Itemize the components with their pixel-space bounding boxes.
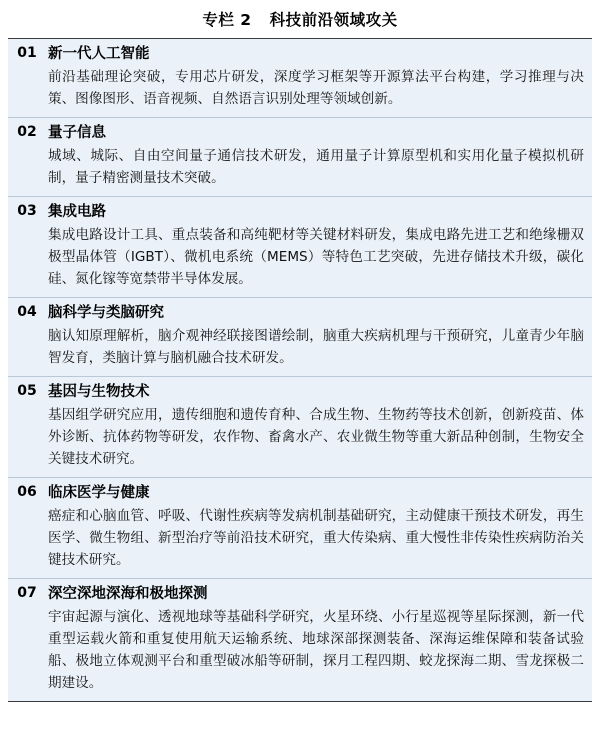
- page-title: [8, 6, 592, 38]
- item-description: 前沿基础理论突破，专用芯片研发，深度学习框架等开源算法平台构建，学习推理与决策、图像图形、语音视频、自然语言识别处理等领域创新。: [48, 69, 584, 108]
- item-description: 脑认知原理解析，脑介观神经联接图谱绘制，脑重大疾病机理与干预研究，儿童青少年脑智发育，类脑计算与脑机融合技术研发。: [48, 328, 584, 367]
- item-heading: 基因与生物技术: [48, 384, 150, 401]
- box-label: 专栏 2: [202, 11, 252, 29]
- table-row: [8, 197, 592, 298]
- item-content: [46, 118, 592, 197]
- item-description: 基因组学研究应用，遗传细胞和遗传育种、合成生物、生物药等技术创新，创新疫苗、体外诊断、抗体药物等研发，农作物、畜禽水产、农业微生物等重大新品种创制，生物安全关键技术研究。: [48, 407, 584, 468]
- item-heading: 量子信息: [48, 125, 106, 142]
- item-content: [46, 579, 592, 702]
- item-number: 04: [8, 298, 46, 377]
- item-heading: 新一代人工智能: [48, 46, 150, 62]
- item-content: [46, 377, 592, 478]
- table-row: [8, 377, 592, 478]
- item-content: [46, 39, 592, 118]
- item-heading: 深空深地深海和极地探测: [48, 586, 208, 603]
- item-number: 03: [8, 197, 46, 298]
- item-description: 宇宙起源与演化、透视地球等基础科学研究，火星环绕、小行星巡视等星际探测，新一代重型运载火箭和重复使用航天运输系统、地球深部探测装备、深海运维保障和装备试验船、极地立体观测平台和重型破冰船等研制，探月工程四期、蛟龙探海二期、雪龙探极二期建设。: [48, 609, 584, 692]
- box-title-text: 科技前沿领域攻关: [269, 11, 398, 29]
- table-row: [8, 579, 592, 702]
- item-description: 城域、城际、自由空间量子通信技术研发，通用量子计算原型机和实用化量子模拟机研制，量子精密测量技术突破。: [48, 148, 584, 187]
- item-number: 06: [8, 478, 46, 579]
- item-description: 集成电路设计工具、重点装备和高纯靶材等关键材料研发，集成电路先进工艺和绝缘栅双极型晶体管（IGBT）、微机电系统（MEMS）等特色工艺突破，先进存储技术升级，碳化硅、氮化镓等宽禁带半导体发展。: [48, 227, 584, 288]
- table-row: [8, 118, 592, 197]
- table-row: [8, 478, 592, 579]
- item-content: [46, 197, 592, 298]
- item-content: [46, 298, 592, 377]
- item-number: 02: [8, 118, 46, 197]
- item-heading: 脑科学与类脑研究: [48, 305, 164, 322]
- item-description: 癌症和心脑血管、呼吸、代谢性疾病等发病机制基础研究，主动健康干预技术研发，再生医学、微生物组、新型治疗等前沿技术研究，重大传染病、重大慢性非传染性疾病防治关键技术研究。: [48, 508, 584, 569]
- item-number: 05: [8, 377, 46, 478]
- item-number: 07: [8, 579, 46, 702]
- item-content: [46, 478, 592, 579]
- feature-box-table: [8, 38, 592, 702]
- table-row: [8, 298, 592, 377]
- item-heading: 集成电路: [48, 204, 106, 221]
- table-row: [8, 39, 592, 118]
- item-number: 01: [17, 45, 37, 61]
- item-heading: 临床医学与健康: [48, 485, 150, 502]
